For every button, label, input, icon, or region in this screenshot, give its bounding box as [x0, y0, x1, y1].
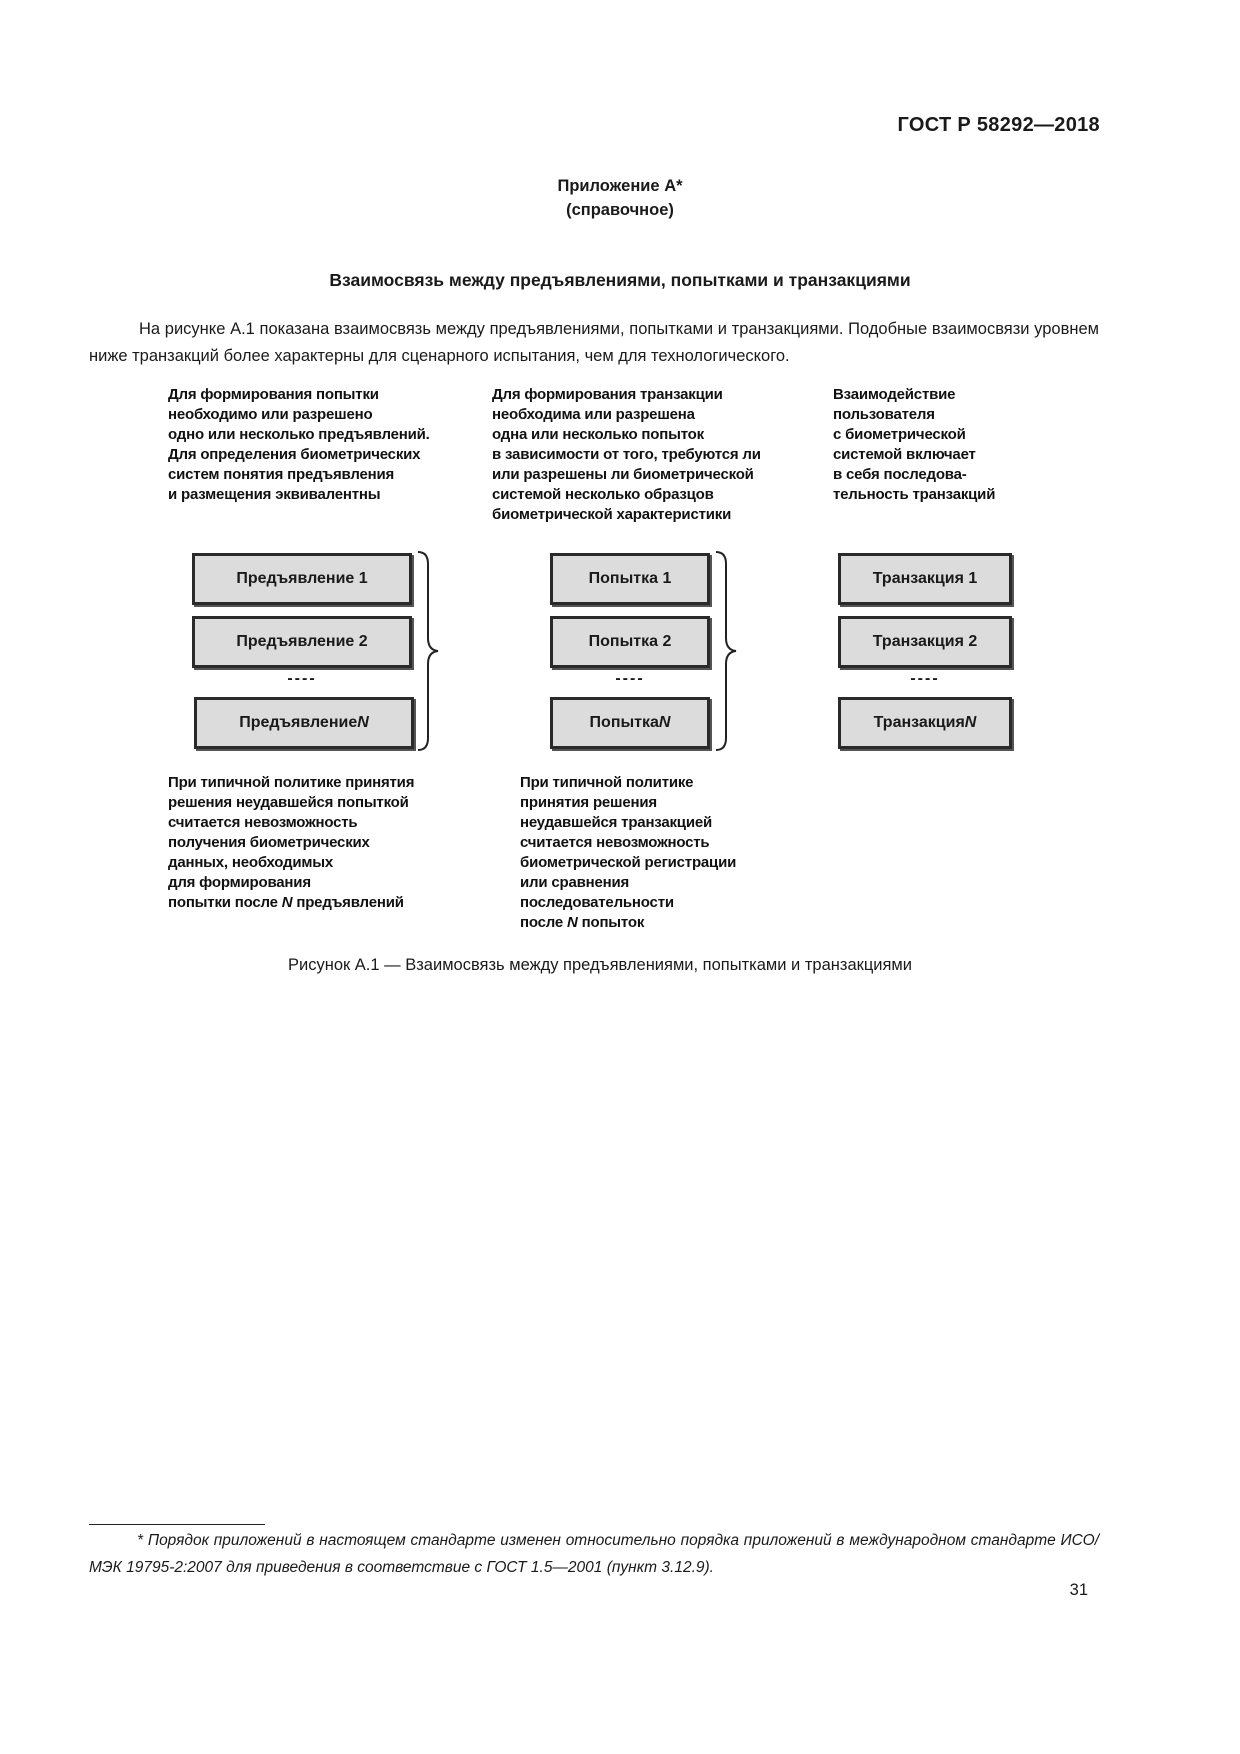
attempt-separator: ---- [615, 670, 645, 687]
standard-number: ГОСТ Р 58292—2018 [897, 114, 1100, 136]
figure-caption: Рисунок А.1 — Взаимосвязь между предъявлениями, попытками и транзакциями [287, 956, 912, 974]
attempt-box-n: Попытка N [550, 697, 710, 749]
presentation-separator: ---- [287, 670, 317, 687]
presentation-box-2: Предъявление 2 [192, 616, 412, 668]
presentation-top-note: Для формирования попытки необходимо или разрешено одно или несколько предъявлений. Для определения биометрических систем понятия предъявления и размещения эквивалентны [168, 386, 430, 503]
intro-text: На рисунке А.1 показана взаимосвязь между предъявлениями, попытками и транзакциями. Подобные взаимосвязи уровнем ниже транзакций более характерны для сценарного испытания, чем для технологического. [89, 320, 1099, 365]
transaction-box-1: Транзакция 1 [838, 553, 1012, 605]
appendix-title: Приложение А* [557, 177, 683, 195]
presentation-bottom-note: При типичной политике принятия решения неудавшейся попыткой считается невозможность получения биометрических данных, необходимых для формирования попытки после N предъявлений [168, 774, 415, 911]
page-number: 31 [1069, 1581, 1088, 1599]
footnote [89, 1527, 1099, 1581]
transaction-box-n: Транзакция N [838, 697, 1012, 749]
presentation-brace [416, 550, 442, 752]
appendix-subtitle: (справочное) [566, 201, 674, 219]
transaction-separator: ---- [910, 670, 940, 687]
transaction-top-note: Взаимодействие пользователя с биометрической системой включает в себя последова- тельность транзакций [833, 386, 996, 503]
footnote-text: * Порядок приложений в настоящем стандарте изменен относительно порядка приложений в международном стандарте ИСО/МЭК 19795-2:2007 для приведения в соответствие с ГОСТ 1.5—2001 (пункт 3.12.9). [89, 1532, 1099, 1576]
attempt-brace [714, 550, 740, 752]
section-title: Взаимосвязь между предъявлениями, попытками и транзакциями [329, 270, 911, 290]
attempt-top-note: Для формирования транзакции необходима или разрешена одна или несколько попыток в зависимости от того, требуются ли или разрешены ли биометрической системой несколько образцов биометрической характеристики [492, 386, 761, 523]
footnote-divider [89, 1524, 265, 1525]
attempt-box-2: Попытка 2 [550, 616, 710, 668]
presentation-box-n: Предъявление N [194, 697, 414, 749]
presentation-box-1: Предъявление 1 [192, 553, 412, 605]
attempt-box-1: Попытка 1 [550, 553, 710, 605]
transaction-box-2: Транзакция 2 [838, 616, 1012, 668]
attempt-bottom-note: При типичной политике принятия решения неудавшейся транзакцией считается невозможность биометрической регистрации или сравнения последовательности после N попыток [520, 774, 737, 931]
